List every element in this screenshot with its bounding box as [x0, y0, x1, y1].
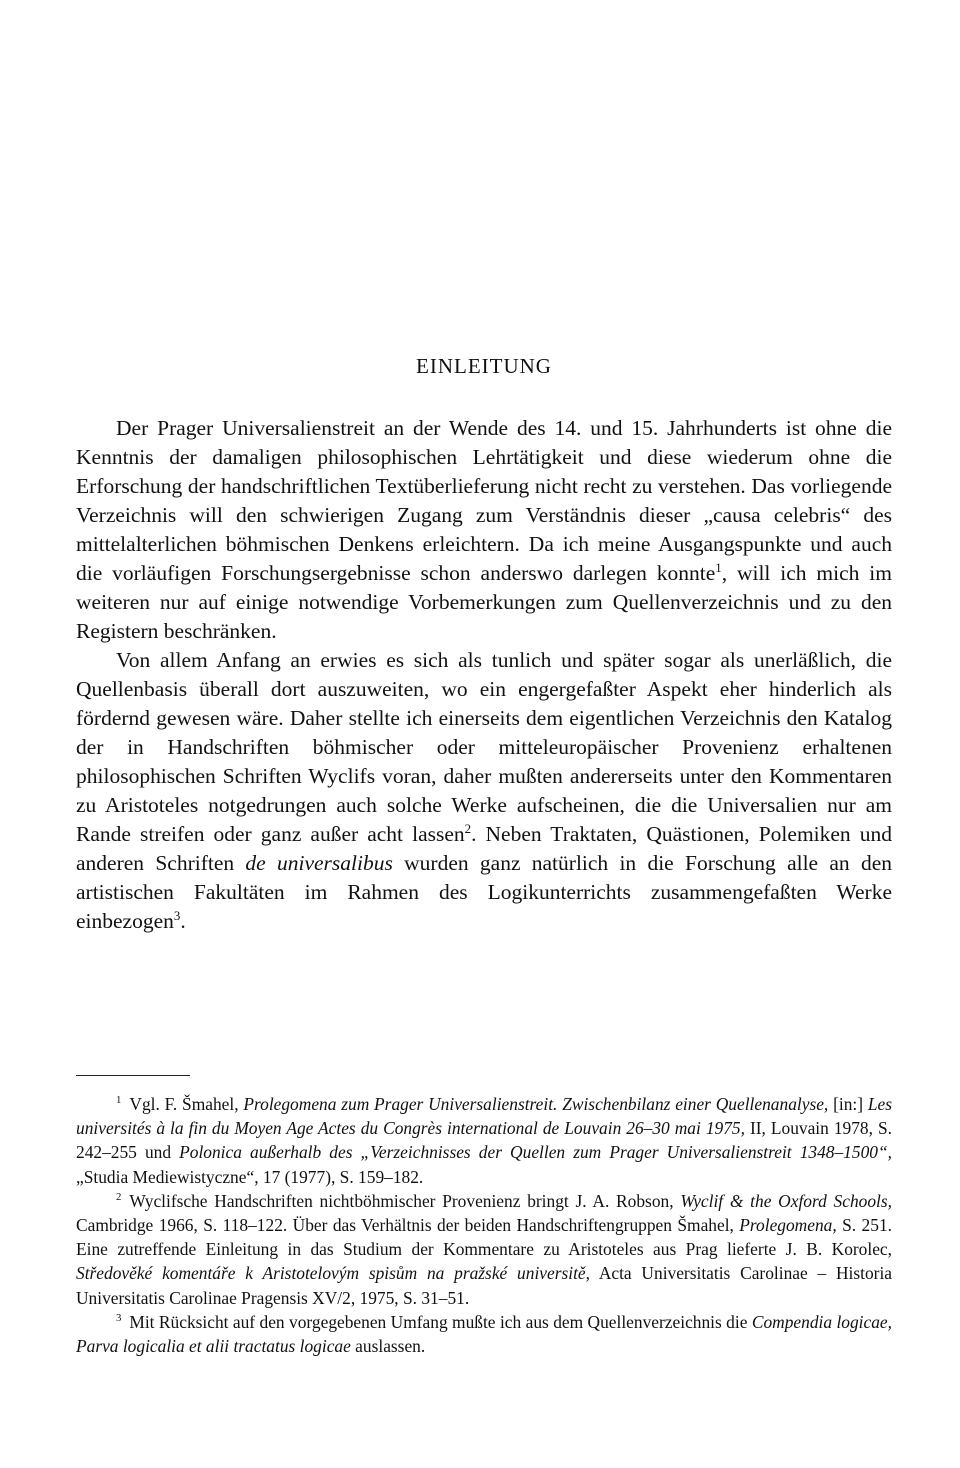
paragraph-2-text-d: . — [180, 909, 186, 933]
footnote-1 — [76, 1092, 892, 1189]
footnote-1-italic: Les universités à la fin du Moyen Age Actes du Congrès international de Louvain 26–30 mai 1975, — [76, 1094, 892, 1139]
footnote-ref-1: 1 — [715, 560, 722, 575]
footnote-2-italic: Prolegomena, — [739, 1215, 837, 1236]
footnote-1-text: II, Louvain 1978, S. 242–255 und — [76, 1118, 892, 1163]
chapter-heading: EINLEITUNG — [416, 354, 552, 378]
book-page — [76, 0, 892, 1468]
footnote-3 — [76, 1310, 892, 1358]
footnote-2-number: 2 — [116, 1191, 122, 1204]
paragraph-2-text-c: wurden ganz natürlich in die Forschung alle an den artistischen Fakultäten im Rahmen des Logikunterrichts zusammengefaßten Werke einbezogen — [76, 851, 892, 933]
main-text — [76, 414, 892, 936]
paragraph-1 — [76, 414, 892, 646]
footnote-1-italic: Polonica außerhalb des „Verzeichnisses der Quellen zum Prager Universalienstreit 1348–1500“, — [179, 1142, 892, 1163]
footnote-1-text: „Studia Mediewistyczne“, 17 (1977), S. 159–182. — [76, 1166, 424, 1187]
footnote-2-italic: Wyclif & the Oxford Schools, — [680, 1190, 892, 1211]
footnote-1-italic: Prolegomena zum Prager Universalienstreit. Zwischenbilanz einer Quellenanalyse, — [243, 1094, 829, 1114]
footnote-2-italic: Středověké komentáře k Aristotelovým spisům na pražské universitě, — [76, 1263, 590, 1284]
paragraph-2-text-a: Von allem Anfang an erwies es sich als tunlich und später sogar als unerläßlich, die Quellenbasis überall dort auszuweiten, wo ein engergefaßter Aspekt eher hinderlich als fördernd gewesen wäre. Daher stellte ich einerseits dem eigentlichen Verzeichnis den Katalog der in Handschriften böhmischer oder mitteleuropäischer Provenienz erhaltenen philosophischen Schriften Wyclifs voran, daher mußten andererseits unter den Kommentaren zu Aristoteles notgedrungen auch solche Werke aufscheinen, die die Universalien nur am Rande streifen oder ganz außer acht lassen — [76, 648, 892, 846]
footnote-separator — [76, 1075, 190, 1076]
paragraph-2-text-b: . Neben Traktaten, Quästionen, Polemiken und anderen Schriften — [76, 822, 892, 875]
footnotes — [76, 1092, 892, 1358]
paragraph-1-text-b: , will ich mich im weiteren nur auf einige notwendige Vorbemerkungen zum Quellenverzeichnis und zu den Registern beschränken. — [76, 561, 892, 643]
footnote-3-italic: Compendia logicae, Parva logicalia et alii tractatus logicae — [76, 1311, 892, 1357]
footnote-2-text: Acta Universitatis Carolinae – Historia Universitatis Carolinae Pragensis XV/2, 1975, S. 31–51. — [76, 1263, 893, 1308]
footnote-3-text: Mit Rücksicht auf den vorgegebenen Umfang mußte ich aus dem Quellenverzeichnis die — [129, 1311, 752, 1332]
footnote-2-text: Cambridge 1966, S. 118–122. Über das Verhältnis der beiden Handschriftengruppen Šmahel, — [76, 1215, 740, 1236]
footnote-2 — [76, 1189, 892, 1310]
footnote-1-number: 1 — [116, 1094, 122, 1107]
footnote-2-text: S. 251. Eine zutreffende Einleitung in das Studium der Kommentare zu Aristoteles aus Prag lieferte J. B. Korolec, — [76, 1215, 892, 1260]
footnote-2-text: Wyclifsche Handschriften nichtböhmischer Provenienz bringt J. A. Robson, — [129, 1190, 681, 1211]
footnote-1-text: [in:] — [828, 1094, 868, 1114]
paragraph-2 — [76, 646, 892, 936]
paragraph-2-italic-title: de universalibus — [245, 851, 393, 875]
footnote-ref-3: 3 — [173, 908, 181, 923]
footnote-3-text: auslassen. — [350, 1336, 426, 1357]
footnote-3-number: 3 — [116, 1312, 122, 1325]
paragraph-1-text-a: Der Prager Universalienstreit an der Wende des 14. und 15. Jahrhunderts ist ohne die Kenntnis der damaligen philosophischen Lehrtätigkeit und diese wiederum ohne die Erforschung der handschriftlichen Textüberlieferung nicht recht zu verstehen. Das vorliegende Verzeichnis will den schwierigen Zugang zum Verständnis dieser „causa celebris“ des mittelalterlichen böhmischen Denkens erleichtern. Da ich meine Ausgangspunkte und auch die vorläufigen Forschungsergebnisse schon anderswo darlegen konnte — [76, 416, 892, 585]
footnote-ref-2: 2 — [464, 821, 472, 836]
footnote-1-text: Vgl. F. Šmahel, — [129, 1094, 244, 1114]
